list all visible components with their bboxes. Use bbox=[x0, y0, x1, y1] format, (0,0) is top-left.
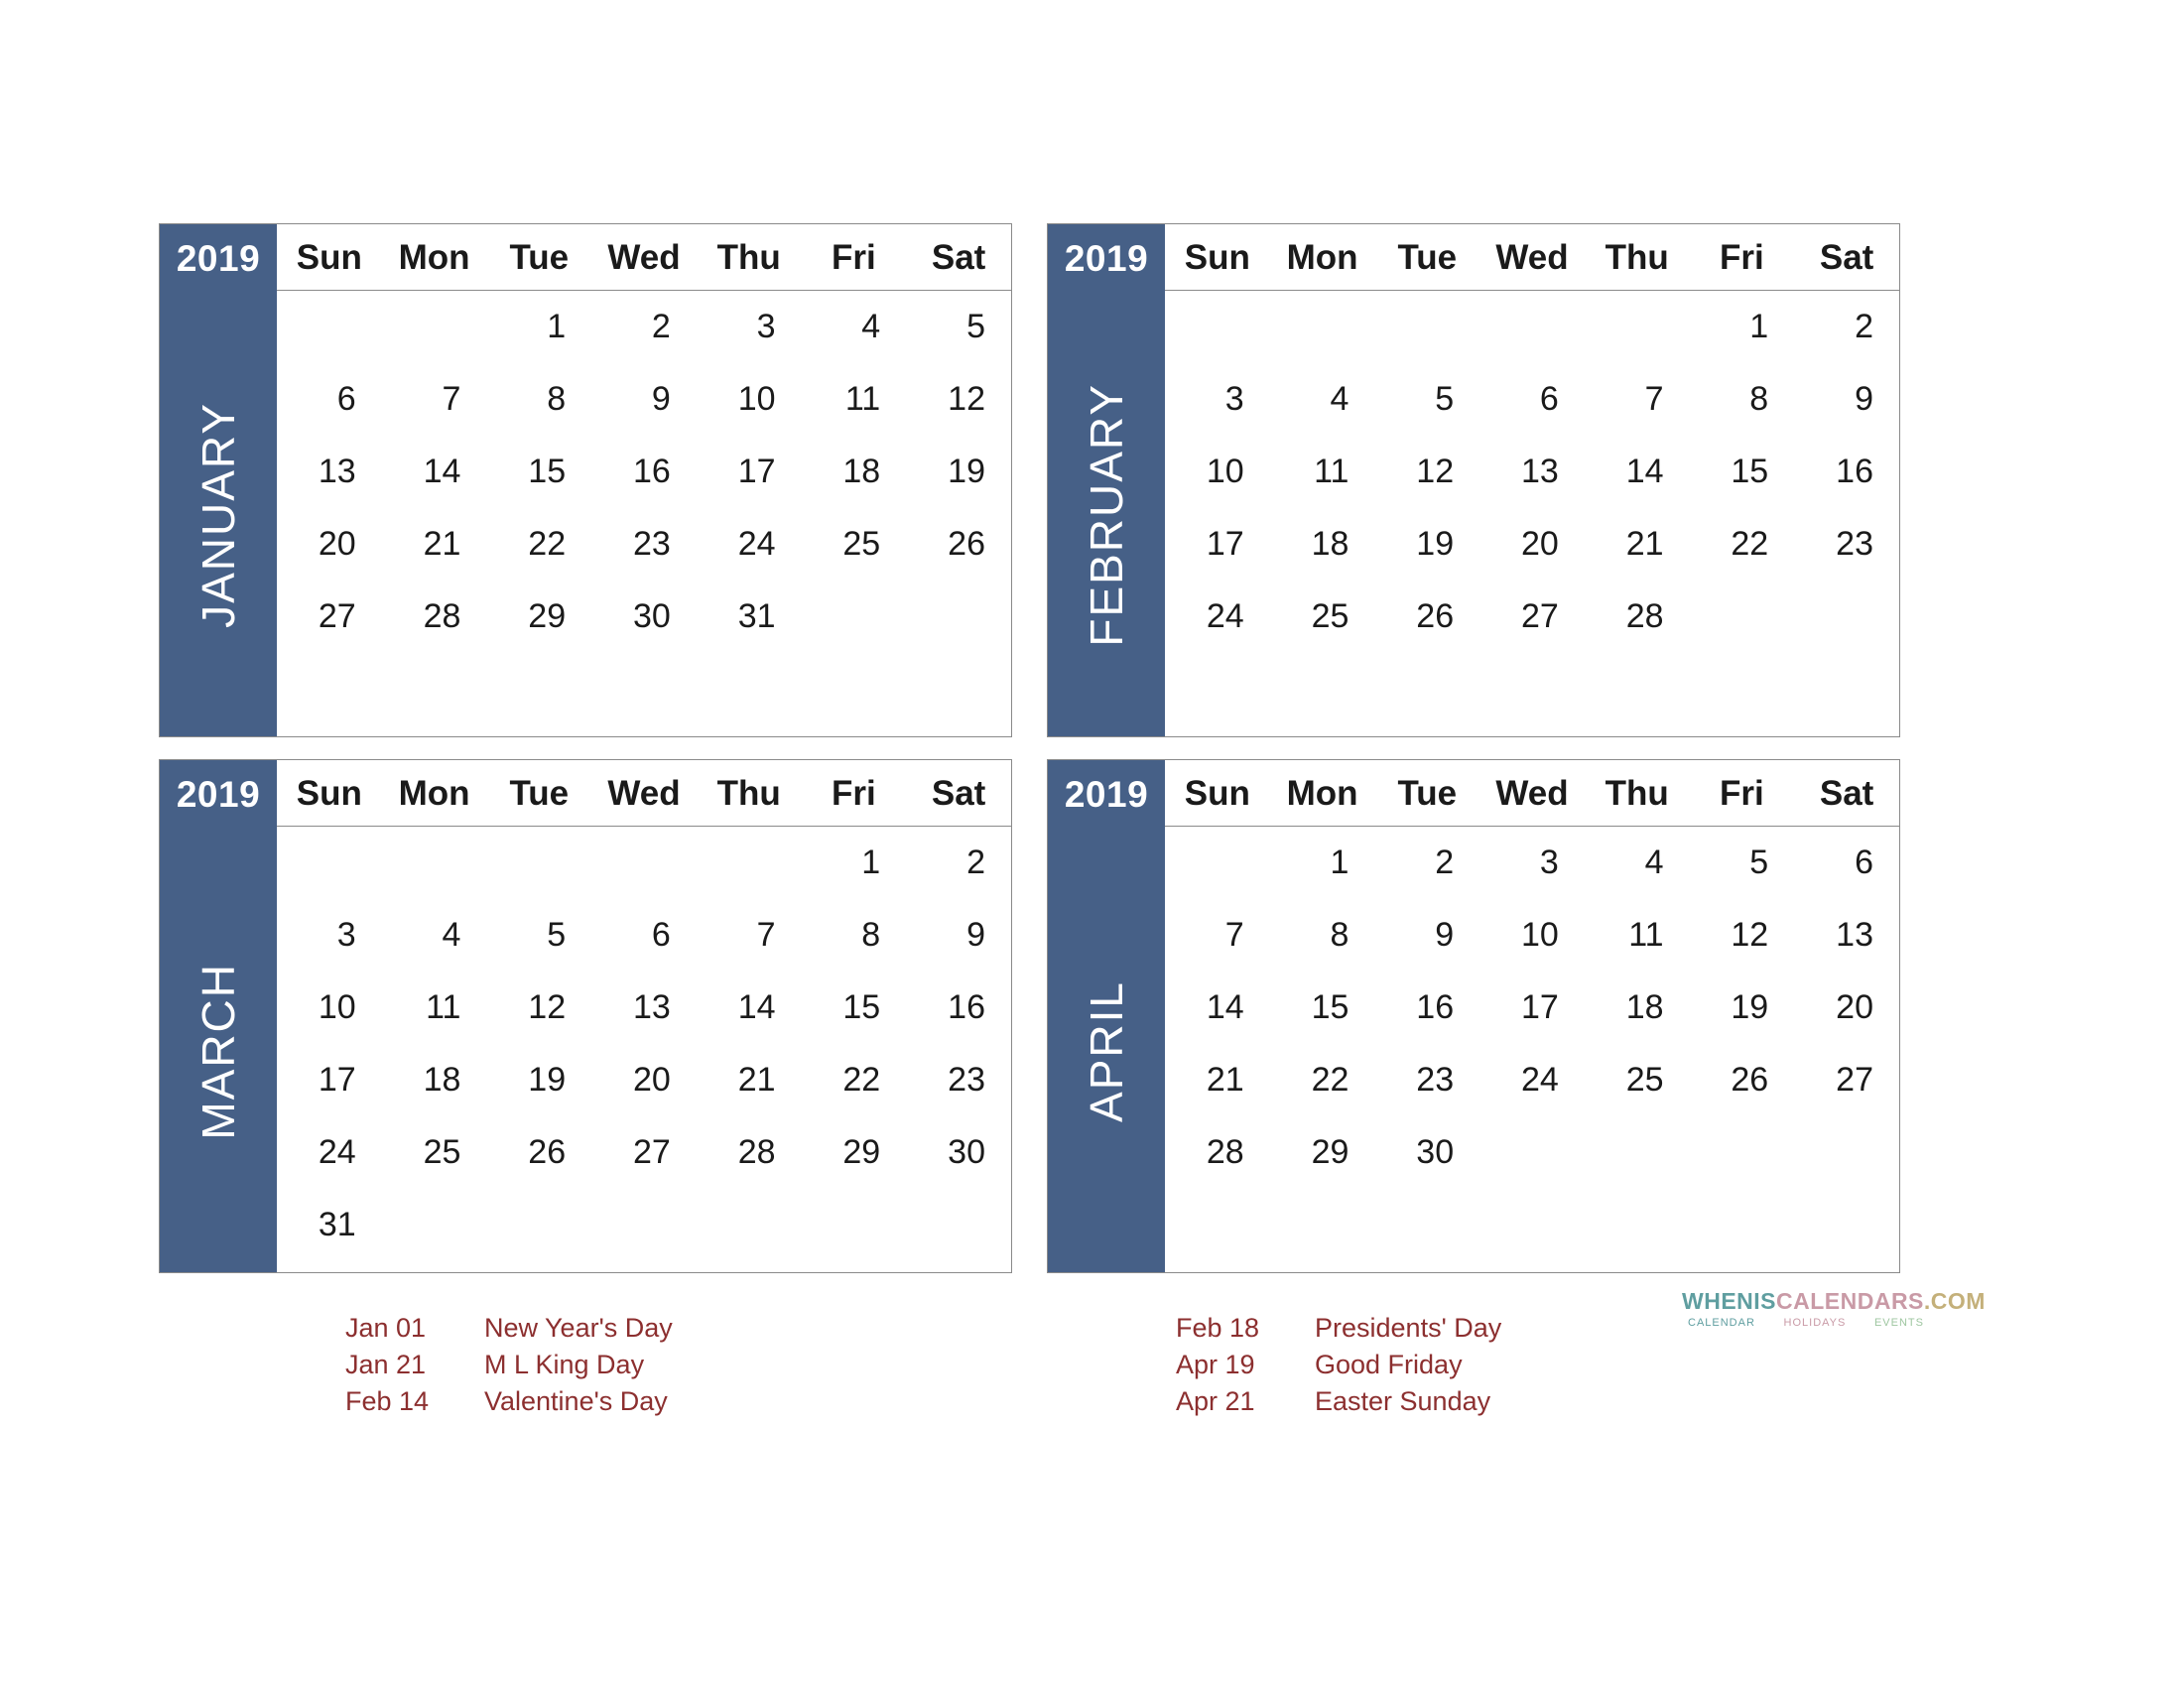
weekday-fri: Fri bbox=[1690, 760, 1795, 827]
day-cell: 18 bbox=[423, 1061, 461, 1099]
day-cell: 27 bbox=[632, 1133, 671, 1171]
day-cell: 6 bbox=[1855, 844, 1873, 881]
weekday-tue: Tue bbox=[1374, 224, 1479, 291]
weekday-sun: Sun bbox=[277, 224, 382, 291]
holiday-name: New Year's Day bbox=[484, 1313, 673, 1343]
day-cell: 20 bbox=[1520, 525, 1559, 563]
day-cell: 29 bbox=[528, 597, 567, 635]
holiday-item bbox=[345, 1352, 673, 1388]
day-cell: 13 bbox=[632, 988, 671, 1026]
day-cell: 5 bbox=[966, 308, 985, 345]
day-cell bbox=[277, 653, 382, 725]
day-cell: 20 bbox=[632, 1061, 671, 1099]
month-card-january bbox=[159, 223, 1012, 737]
day-cell bbox=[1690, 1116, 1795, 1189]
day-cell: 10 bbox=[318, 988, 356, 1026]
day-cell: 22 bbox=[1731, 525, 1769, 563]
day-cell bbox=[802, 653, 907, 725]
weekday-fri: Fri bbox=[802, 760, 907, 827]
day-cell: 15 bbox=[1731, 453, 1769, 490]
day-cell: 10 bbox=[1206, 453, 1244, 490]
day-cell: 26 bbox=[948, 525, 985, 563]
day-cell bbox=[1479, 653, 1585, 725]
day-cell: 29 bbox=[1311, 1133, 1349, 1171]
day-cell: 11 bbox=[426, 988, 461, 1026]
day-cell: 11 bbox=[844, 380, 881, 418]
day-cell: 13 bbox=[318, 453, 356, 490]
month-card-march bbox=[159, 759, 1012, 1273]
day-cell bbox=[1165, 827, 1270, 900]
day-cell: 20 bbox=[318, 525, 356, 563]
week-row bbox=[1165, 653, 1899, 725]
holiday-name: Good Friday bbox=[1315, 1350, 1463, 1379]
day-cell: 12 bbox=[1731, 916, 1769, 954]
month-name-label-march: MARCH bbox=[193, 962, 244, 1140]
week-row bbox=[277, 291, 1011, 364]
day-cell: 24 bbox=[1520, 1061, 1559, 1099]
month-year-february: 2019 bbox=[1064, 238, 1149, 279]
day-cell: 9 bbox=[651, 380, 671, 418]
month-name-april bbox=[1048, 838, 1165, 1264]
day-cell: 27 bbox=[318, 597, 356, 635]
day-cell: 2 bbox=[1435, 844, 1455, 881]
day-cell: 1 bbox=[1330, 844, 1349, 881]
day-cell bbox=[591, 827, 697, 900]
day-cell: 28 bbox=[423, 597, 461, 635]
watermark-part3: .COM bbox=[1923, 1288, 1986, 1314]
day-cell: 20 bbox=[1836, 988, 1873, 1026]
day-cell: 21 bbox=[1206, 1061, 1244, 1099]
holiday-name: Presidents' Day bbox=[1315, 1313, 1502, 1343]
month-name-label-january: JANUARY bbox=[193, 402, 244, 628]
month-card-april bbox=[1047, 759, 1900, 1273]
day-cell bbox=[1165, 1189, 1270, 1261]
day-cell bbox=[1374, 653, 1479, 725]
day-cell: 3 bbox=[1224, 380, 1244, 418]
month-body-february bbox=[1165, 224, 1899, 736]
week-row bbox=[277, 436, 1011, 508]
week-row bbox=[1165, 581, 1899, 653]
day-cell: 14 bbox=[423, 453, 461, 490]
week-row bbox=[277, 363, 1011, 436]
calendar-table-january bbox=[277, 224, 1011, 725]
weekday-sat: Sat bbox=[1794, 224, 1899, 291]
weekday-thu: Thu bbox=[1585, 760, 1690, 827]
holiday-item bbox=[345, 1388, 673, 1425]
holiday-item bbox=[345, 1315, 673, 1352]
day-cell bbox=[486, 1189, 591, 1261]
weekday-sat: Sat bbox=[906, 224, 1011, 291]
day-cell: 16 bbox=[948, 988, 985, 1026]
day-cell: 9 bbox=[1855, 380, 1873, 418]
day-cell: 2 bbox=[966, 844, 985, 881]
month-name-march bbox=[160, 838, 277, 1264]
day-cell: 16 bbox=[1836, 453, 1873, 490]
week-row bbox=[1165, 1189, 1899, 1261]
day-cell: 26 bbox=[528, 1133, 567, 1171]
holiday-list-right bbox=[1176, 1315, 1501, 1425]
day-cell bbox=[591, 653, 697, 725]
month-year-january: 2019 bbox=[176, 238, 261, 279]
day-cell bbox=[1585, 1116, 1690, 1189]
day-cell: 23 bbox=[632, 525, 671, 563]
day-cell bbox=[1165, 653, 1270, 725]
day-cell: 21 bbox=[1625, 525, 1664, 563]
month-year-april: 2019 bbox=[1064, 774, 1149, 815]
week-row bbox=[1165, 508, 1899, 581]
day-cell bbox=[1690, 653, 1795, 725]
weekday-wed: Wed bbox=[1479, 224, 1585, 291]
day-cell: 3 bbox=[336, 916, 356, 954]
weekday-mon: Mon bbox=[1270, 224, 1375, 291]
watermark-sub2: HOLIDAYS bbox=[1783, 1317, 1847, 1329]
month-slot-april bbox=[1047, 759, 1935, 1295]
day-cell: 6 bbox=[336, 380, 356, 418]
day-cell: 18 bbox=[1625, 988, 1664, 1026]
holiday-date: Apr 21 bbox=[1176, 1386, 1255, 1416]
day-cell: 10 bbox=[1520, 916, 1559, 954]
day-cell bbox=[1165, 291, 1270, 364]
weekday-thu: Thu bbox=[697, 224, 802, 291]
day-cell: 28 bbox=[737, 1133, 776, 1171]
day-cell: 12 bbox=[948, 380, 985, 418]
day-cell bbox=[382, 653, 487, 725]
day-cell bbox=[1690, 581, 1795, 653]
day-cell: 26 bbox=[1416, 597, 1455, 635]
watermark-part1: WHENIS bbox=[1682, 1288, 1776, 1314]
weekday-mon: Mon bbox=[382, 760, 487, 827]
day-cell: 8 bbox=[547, 380, 567, 418]
day-cell: 7 bbox=[1224, 916, 1244, 954]
day-cell: 25 bbox=[1311, 597, 1349, 635]
day-cell: 17 bbox=[737, 453, 776, 490]
day-cell bbox=[1690, 1189, 1795, 1261]
day-cell: 1 bbox=[1749, 308, 1769, 345]
day-cell: 9 bbox=[1435, 916, 1455, 954]
week-row bbox=[277, 972, 1011, 1044]
day-cell: 12 bbox=[528, 988, 567, 1026]
day-cell: 8 bbox=[861, 916, 881, 954]
day-cell: 3 bbox=[1539, 844, 1559, 881]
week-row bbox=[1165, 436, 1899, 508]
day-cell: 4 bbox=[861, 308, 881, 345]
day-cell: 16 bbox=[1416, 988, 1455, 1026]
week-row bbox=[277, 508, 1011, 581]
holiday-date: Feb 18 bbox=[1176, 1313, 1260, 1343]
holiday-date: Apr 19 bbox=[1176, 1350, 1255, 1379]
weekday-mon: Mon bbox=[1270, 760, 1375, 827]
day-cell: 16 bbox=[632, 453, 671, 490]
holiday-date: Jan 21 bbox=[345, 1350, 427, 1379]
day-cell bbox=[906, 581, 1011, 653]
day-cell: 17 bbox=[1206, 525, 1244, 563]
day-cell bbox=[1585, 291, 1690, 364]
week-row bbox=[277, 1044, 1011, 1116]
day-cell bbox=[906, 1189, 1011, 1261]
month-body-april bbox=[1165, 760, 1899, 1272]
day-cell bbox=[486, 827, 591, 900]
day-cell: 31 bbox=[737, 597, 776, 635]
week-row bbox=[277, 581, 1011, 653]
month-slot-january bbox=[159, 223, 1047, 759]
day-cell: 30 bbox=[632, 597, 671, 635]
month-slot-march bbox=[159, 759, 1047, 1295]
month-sidebar-march bbox=[160, 760, 277, 1272]
day-cell: 19 bbox=[1416, 525, 1455, 563]
day-cell: 25 bbox=[842, 525, 881, 563]
day-cell: 2 bbox=[1855, 308, 1873, 345]
day-cell: 3 bbox=[756, 308, 776, 345]
day-cell bbox=[591, 1189, 697, 1261]
day-cell: 18 bbox=[842, 453, 881, 490]
day-cell: 4 bbox=[1644, 844, 1664, 881]
day-cell: 7 bbox=[442, 380, 461, 418]
month-name-january bbox=[160, 302, 277, 728]
day-cell bbox=[1794, 1116, 1899, 1189]
day-cell: 8 bbox=[1749, 380, 1769, 418]
day-cell: 1 bbox=[547, 308, 567, 345]
weekday-sat: Sat bbox=[906, 760, 1011, 827]
weekday-wed: Wed bbox=[591, 760, 697, 827]
month-sidebar-april bbox=[1048, 760, 1165, 1272]
holiday-name: Valentine's Day bbox=[484, 1386, 668, 1416]
day-cell: 9 bbox=[966, 916, 985, 954]
weekday-sun: Sun bbox=[1165, 760, 1270, 827]
watermark-sub1: CALENDAR bbox=[1688, 1317, 1755, 1329]
day-cell: 21 bbox=[737, 1061, 776, 1099]
day-cell: 12 bbox=[1416, 453, 1455, 490]
day-cell: 11 bbox=[1628, 916, 1664, 954]
day-cell: 23 bbox=[1416, 1061, 1455, 1099]
month-body-january bbox=[277, 224, 1011, 736]
weekday-fri: Fri bbox=[802, 224, 907, 291]
day-cell: 2 bbox=[651, 308, 671, 345]
day-cell: 22 bbox=[1311, 1061, 1349, 1099]
day-cell: 6 bbox=[1539, 380, 1559, 418]
day-cell: 4 bbox=[442, 916, 461, 954]
day-cell: 13 bbox=[1520, 453, 1559, 490]
day-cell: 28 bbox=[1206, 1133, 1244, 1171]
weekday-wed: Wed bbox=[591, 224, 697, 291]
day-cell: 15 bbox=[1311, 988, 1349, 1026]
holiday-date: Feb 14 bbox=[345, 1386, 430, 1416]
watermark-sub3: EVENTS bbox=[1873, 1317, 1924, 1329]
weekday-thu: Thu bbox=[1585, 224, 1690, 291]
day-cell bbox=[1374, 1189, 1479, 1261]
week-row bbox=[277, 899, 1011, 972]
day-cell: 5 bbox=[547, 916, 567, 954]
day-cell bbox=[1270, 291, 1375, 364]
weekday-fri: Fri bbox=[1690, 224, 1795, 291]
calendar-table-march bbox=[277, 760, 1011, 1261]
day-cell: 10 bbox=[737, 380, 776, 418]
site-watermark bbox=[1682, 1288, 1986, 1329]
month-year-march: 2019 bbox=[176, 774, 261, 815]
holiday-item bbox=[1176, 1352, 1501, 1388]
day-cell: 28 bbox=[1625, 597, 1664, 635]
week-row bbox=[1165, 1116, 1899, 1189]
weekday-sat: Sat bbox=[1794, 760, 1899, 827]
day-cell: 19 bbox=[528, 1061, 567, 1099]
calendar-table-february bbox=[1165, 224, 1899, 725]
day-cell: 8 bbox=[1330, 916, 1349, 954]
month-body-march bbox=[277, 760, 1011, 1272]
weekday-header-row bbox=[1165, 224, 1899, 291]
day-cell bbox=[382, 291, 487, 364]
week-row bbox=[1165, 291, 1899, 364]
month-slot-february bbox=[1047, 223, 1935, 759]
day-cell bbox=[697, 827, 802, 900]
day-cell bbox=[1479, 1189, 1585, 1261]
watermark-title bbox=[1682, 1288, 1986, 1314]
day-cell: 26 bbox=[1731, 1061, 1769, 1099]
day-cell bbox=[1479, 291, 1585, 364]
day-cell bbox=[486, 653, 591, 725]
month-name-label-april: APRIL bbox=[1081, 979, 1132, 1122]
week-row bbox=[1165, 363, 1899, 436]
weekday-wed: Wed bbox=[1479, 760, 1585, 827]
months-grid bbox=[159, 223, 1935, 1295]
calendar-table-april bbox=[1165, 760, 1899, 1261]
day-cell: 6 bbox=[651, 916, 671, 954]
weekday-header-row bbox=[277, 760, 1011, 827]
day-cell bbox=[906, 653, 1011, 725]
day-cell: 17 bbox=[318, 1061, 356, 1099]
day-cell: 15 bbox=[842, 988, 881, 1026]
weekday-sun: Sun bbox=[277, 760, 382, 827]
day-cell: 21 bbox=[423, 525, 461, 563]
day-cell: 1 bbox=[861, 844, 881, 881]
week-row bbox=[1165, 1044, 1899, 1116]
day-cell bbox=[1479, 1116, 1585, 1189]
day-cell: 14 bbox=[1625, 453, 1664, 490]
weekday-header-row bbox=[1165, 760, 1899, 827]
day-cell: 22 bbox=[528, 525, 567, 563]
day-cell: 4 bbox=[1330, 380, 1349, 418]
day-cell bbox=[1270, 1189, 1375, 1261]
weekday-sun: Sun bbox=[1165, 224, 1270, 291]
day-cell: 24 bbox=[737, 525, 776, 563]
day-cell: 22 bbox=[842, 1061, 881, 1099]
day-cell: 25 bbox=[1625, 1061, 1664, 1099]
day-cell: 30 bbox=[1416, 1133, 1455, 1171]
holiday-item bbox=[1176, 1388, 1501, 1425]
day-cell: 24 bbox=[318, 1133, 356, 1171]
weekday-tue: Tue bbox=[486, 224, 591, 291]
weekday-tue: Tue bbox=[486, 760, 591, 827]
day-cell: 14 bbox=[1206, 988, 1244, 1026]
day-cell bbox=[382, 827, 487, 900]
day-cell: 5 bbox=[1749, 844, 1769, 881]
day-cell: 7 bbox=[1644, 380, 1664, 418]
month-card-february bbox=[1047, 223, 1900, 737]
day-cell bbox=[277, 827, 382, 900]
day-cell: 23 bbox=[948, 1061, 985, 1099]
week-row bbox=[277, 653, 1011, 725]
day-cell bbox=[1374, 291, 1479, 364]
day-cell: 27 bbox=[1836, 1061, 1873, 1099]
month-sidebar-january bbox=[160, 224, 277, 736]
day-cell bbox=[1794, 653, 1899, 725]
day-cell: 14 bbox=[737, 988, 776, 1026]
day-cell: 18 bbox=[1311, 525, 1349, 563]
week-row bbox=[277, 827, 1011, 900]
month-sidebar-february bbox=[1048, 224, 1165, 736]
day-cell bbox=[802, 1189, 907, 1261]
day-cell bbox=[1585, 653, 1690, 725]
holiday-list-left bbox=[345, 1315, 673, 1425]
week-row bbox=[1165, 972, 1899, 1044]
day-cell bbox=[1270, 653, 1375, 725]
day-cell bbox=[1794, 1189, 1899, 1261]
day-cell: 25 bbox=[423, 1133, 461, 1171]
day-cell: 15 bbox=[528, 453, 567, 490]
day-cell bbox=[1794, 581, 1899, 653]
day-cell bbox=[382, 1189, 487, 1261]
day-cell: 5 bbox=[1435, 380, 1455, 418]
day-cell: 24 bbox=[1206, 597, 1244, 635]
day-cell: 30 bbox=[948, 1133, 985, 1171]
holiday-name: Easter Sunday bbox=[1315, 1386, 1491, 1416]
day-cell bbox=[697, 1189, 802, 1261]
day-cell bbox=[697, 653, 802, 725]
day-cell: 7 bbox=[756, 916, 776, 954]
day-cell bbox=[802, 581, 907, 653]
month-name-february bbox=[1048, 302, 1165, 728]
day-cell: 11 bbox=[1314, 453, 1349, 490]
watermark-part2: CALENDARS bbox=[1776, 1288, 1924, 1314]
day-cell: 27 bbox=[1520, 597, 1559, 635]
day-cell bbox=[277, 291, 382, 364]
weekday-tue: Tue bbox=[1374, 760, 1479, 827]
day-cell: 19 bbox=[948, 453, 985, 490]
day-cell: 19 bbox=[1731, 988, 1769, 1026]
watermark-subtitle bbox=[1682, 1318, 1930, 1329]
day-cell: 17 bbox=[1520, 988, 1559, 1026]
day-cell bbox=[1585, 1189, 1690, 1261]
weekday-mon: Mon bbox=[382, 224, 487, 291]
day-cell: 29 bbox=[842, 1133, 881, 1171]
holiday-date: Jan 01 bbox=[345, 1313, 427, 1343]
holiday-name: M L King Day bbox=[484, 1350, 645, 1379]
week-row bbox=[1165, 827, 1899, 900]
week-row bbox=[277, 1116, 1011, 1189]
weekday-header-row bbox=[277, 224, 1011, 291]
week-row bbox=[277, 1189, 1011, 1261]
day-cell: 31 bbox=[318, 1206, 356, 1243]
day-cell: 23 bbox=[1836, 525, 1873, 563]
holiday-item bbox=[1176, 1315, 1501, 1352]
weekday-thu: Thu bbox=[697, 760, 802, 827]
month-name-label-february: FEBRUARY bbox=[1081, 383, 1132, 647]
day-cell: 13 bbox=[1836, 916, 1873, 954]
week-row bbox=[1165, 899, 1899, 972]
